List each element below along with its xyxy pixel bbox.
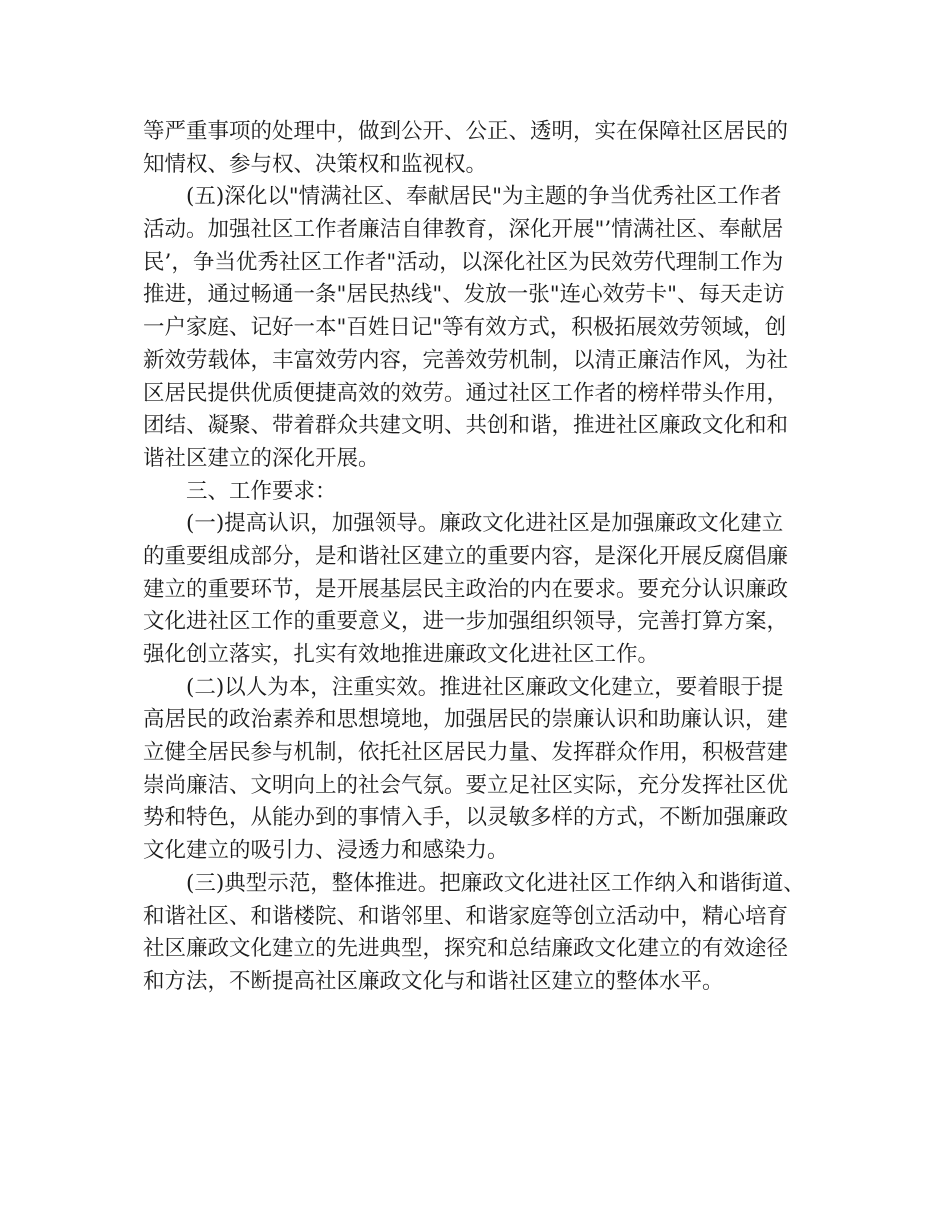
text-line: 立健全居民参与机制，依托社区居民力量、发挥群众作用，积极营建 <box>143 740 789 766</box>
text-line: 新效劳载体，丰富效劳内容，完善效劳机制，以清正廉洁作风，为社 <box>143 347 789 373</box>
text-line: 文化进社区工作的重要意义，进一步加强组织领导，完善打算方案， <box>143 609 789 635</box>
text-line: 建立的重要环节，是开展基层民主政治的内在要求。要充分认识廉政 <box>143 576 789 602</box>
text-line: 推进，通过畅通一条"居民热线"、发放一张"连心效劳卡"、每天走访 <box>143 282 785 308</box>
text-line: 文化建立的吸引力、浸透力和感染力。 <box>143 838 509 864</box>
text-line: 和方法，不断提高社区廉政文化与和谐社区建立的整体水平。 <box>143 968 724 994</box>
text-line: 区居民提供优质便捷高效的效劳。通过社区工作者的榜样带头作用， <box>143 380 789 406</box>
text-line: 团结、凝聚、带着群众共建文明、共创和谐，推进社区廉政文化和和 <box>143 413 789 439</box>
text-line: 社区廉政文化建立的先进典型，探究和总结廉政文化建立的有效途径 <box>143 936 789 962</box>
text-line: (五)深化以"情满社区、奉献居民"为主题的争当优秀社区工作者 <box>186 184 782 210</box>
text-line: 强化创立落实，扎实有效地推进廉政文化进社区工作。 <box>143 642 660 667</box>
text-line: 知情权、参与权、决策权和监视权。 <box>143 151 488 177</box>
text-line: 一户家庭、记好一本"百姓日记"等有效方式，积极拓展效劳领域，创 <box>143 315 787 341</box>
text-line: 势和特色，从能办到的事情入手，以灵敏多样的方式，不断加强廉政 <box>143 805 789 831</box>
text-line: 和谐社区、和谐楼院、和谐邻里、和谐家庭等创立活动中，精心培育 <box>143 903 789 929</box>
text-line: 崇尚廉洁、文明向上的社会气氛。要立足社区实际，充分发挥社区优 <box>143 772 789 798</box>
text-line: (三)典型示范，整体推进。把廉政文化进社区工作纳入和谐街道、 <box>186 870 805 896</box>
text-line: (一)提高认识，加强领导。廉政文化进社区是加强廉政文化建立 <box>186 511 784 537</box>
text-line: 民’，争当优秀社区工作者"活动，以深化社区为民效劳代理制工作为 <box>143 249 784 275</box>
text-line: 高居民的政治素养和思想境地，加强居民的崇廉认识和助廉认识，建 <box>143 707 789 733</box>
text-line: 谐社区建立的深化开展。 <box>143 445 380 471</box>
text-line: 三、工作要求： <box>186 478 337 504</box>
text-line: 的重要组成部分，是和谐社区建立的重要内容，是深化开展反腐倡廉 <box>143 543 789 569</box>
text-line: 活动。加强社区工作者廉洁自律教育，深化开展"’情满社区、奉献居 <box>143 217 784 243</box>
document-body <box>143 116 833 999</box>
text-line: 等严重事项的处理中，做到公开、公正、透明，实在保障社区居民的 <box>143 119 789 144</box>
text-line: (二)以人为本，注重实效。推进社区廉政文化建立，要着眼于提 <box>186 674 784 700</box>
